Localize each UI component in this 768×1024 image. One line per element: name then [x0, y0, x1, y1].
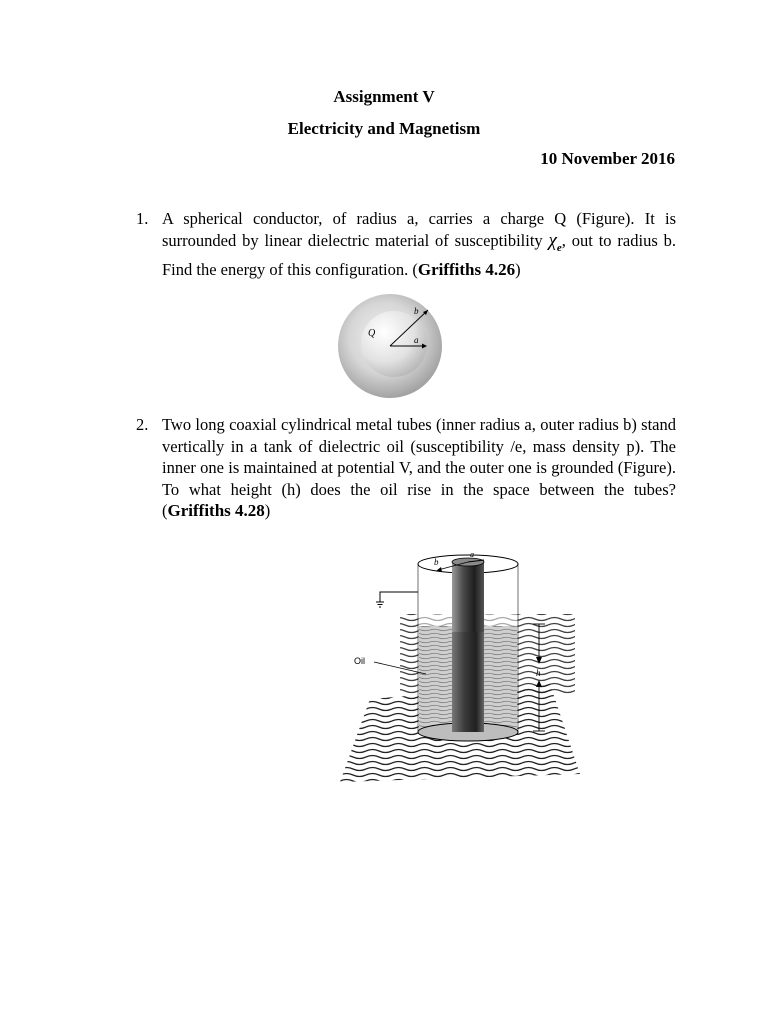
ground-wire	[380, 592, 418, 602]
assignment-date: 10 November 2016	[540, 149, 675, 168]
inner-tube-upper	[452, 562, 484, 632]
label-b: b	[414, 306, 419, 316]
problem-text	[162, 208, 676, 280]
label-q: Q	[368, 328, 376, 339]
label-a: a	[470, 550, 474, 559]
sphere-figure	[334, 292, 446, 400]
susceptibility-symbol	[548, 229, 562, 254]
griffiths-reference: Griffiths 4.28	[167, 501, 265, 520]
problem-1	[136, 208, 676, 280]
label-oil: Oil	[354, 656, 365, 666]
closing-paren: )	[264, 501, 271, 520]
chi-glyph: χ	[548, 229, 557, 251]
problem-text-part: Two long coaxial cylindrical metal tubes (inner radius a, outer radius b) stand vertically in a tank of dielectric oil (susceptibility /e, mass density p). The inner one is maintained at potential V, and the outer one is grounded (Figure). To what height (h) does the oil rise in the space between the tubes? (	[162, 415, 676, 520]
inner-tube-lower	[452, 632, 484, 732]
problem-number: 1.	[136, 209, 149, 228]
course-subtitle: Electricity and Magnetism	[287, 119, 481, 138]
problem-text-part: , out to radius b. Find the energy of this configuration. (	[162, 230, 676, 279]
closing-paren: )	[515, 259, 521, 279]
coaxial-tubes-figure	[340, 544, 580, 784]
label-h: h	[536, 668, 541, 678]
problem-text-part: A spherical conductor, of radius a, carries a charge Q (Figure). It is surrounded by linear dielectric material of susceptibility	[162, 209, 676, 250]
page-title: Assignment V	[333, 87, 435, 106]
griffiths-reference: Griffiths 4.26	[417, 259, 516, 279]
problem-text	[162, 414, 676, 522]
problem-2	[136, 414, 676, 522]
label-a: a	[414, 335, 419, 345]
label-b: b	[434, 557, 439, 567]
chi-subscript: e	[556, 241, 562, 254]
problem-number: 2.	[136, 415, 149, 434]
